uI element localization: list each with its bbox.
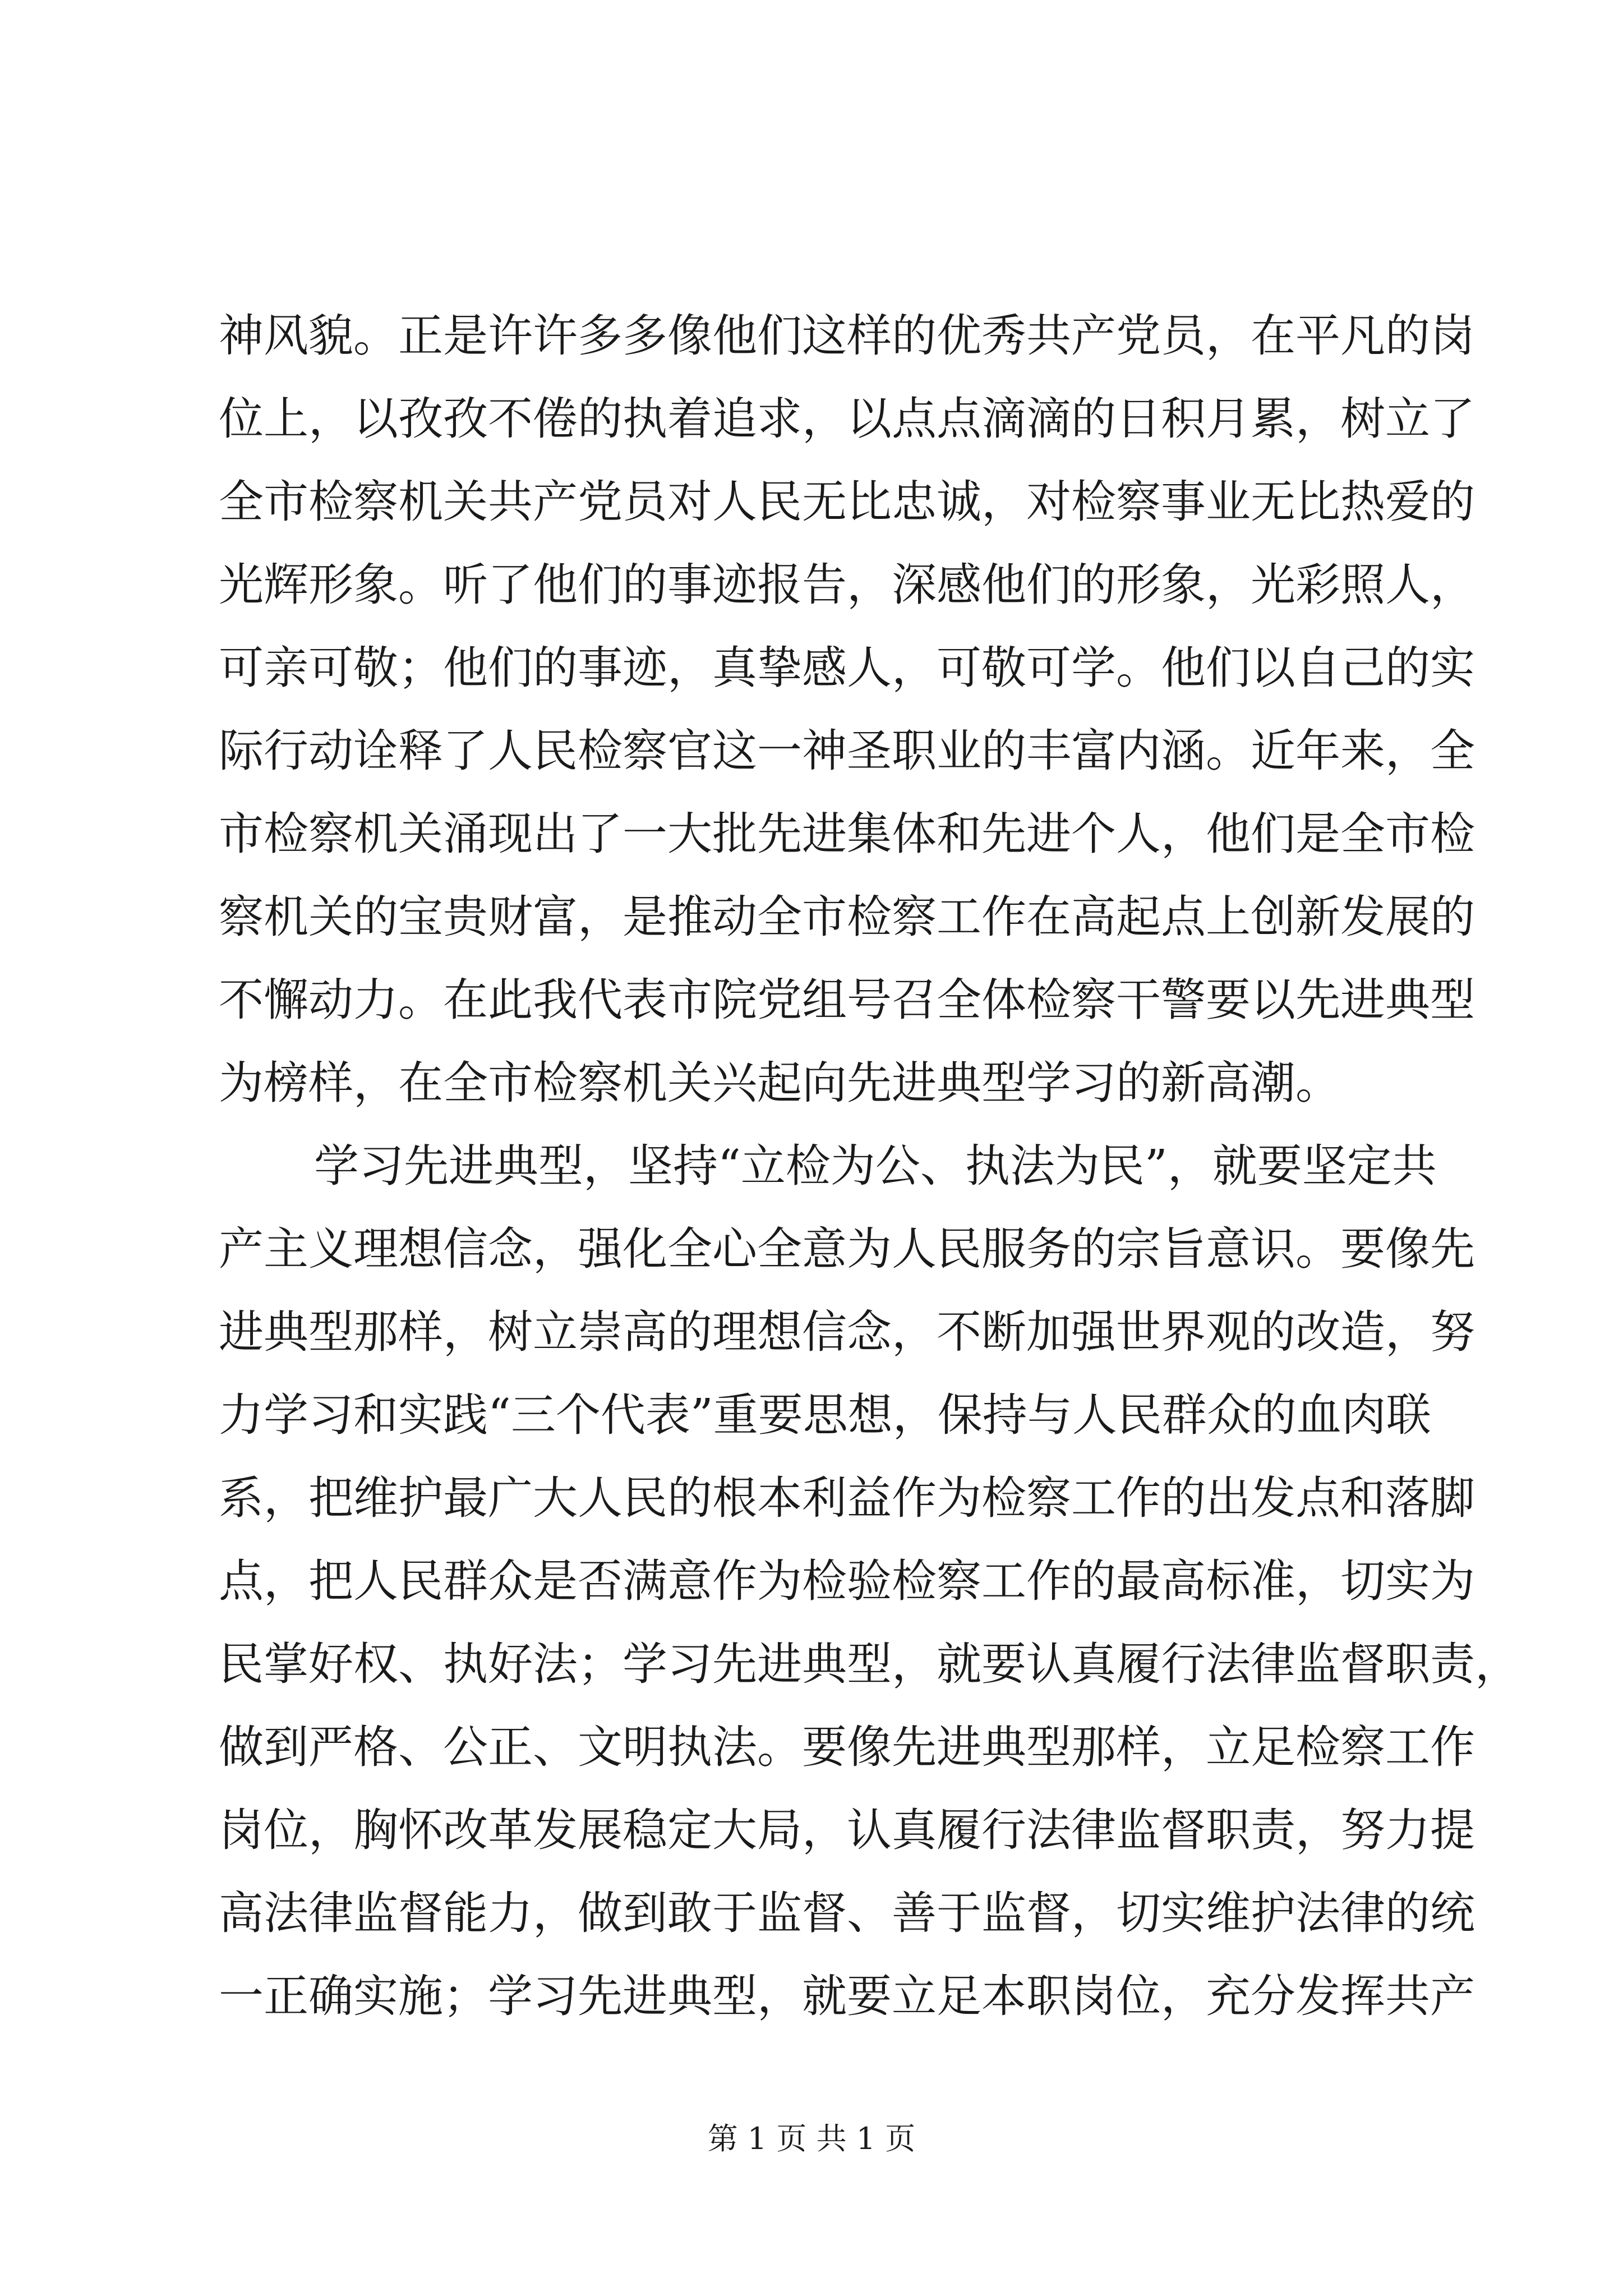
- text-line: 做到严格、公正、文明执法。要像先进典型那样，立足检察工作: [219, 1721, 1475, 1773]
- text-line: 神风貌。正是许许多多像他们这样的优秀共产党员，在平凡的岗: [219, 310, 1475, 362]
- text-line: 一正确实施；学习先进典型，就要立足本职岗位，充分发挥共产: [219, 1970, 1475, 2022]
- page-footer: [0, 2119, 1623, 2159]
- text-line: 高法律监督能力，做到敢于监督、善于监督，切实维护法律的统: [219, 1887, 1475, 1939]
- text-line: 点，把人民群众是否满意作为检验检察工作的最高标准，切实为: [219, 1555, 1475, 1607]
- text-line: 岗位，胸怀改革发展稳定大局，认真履行法律监督职责，努力提: [219, 1804, 1475, 1856]
- paragraph-1: [219, 295, 1475, 1125]
- text-line: 全市检察机关共产党员对人民无比忠诚，对检察事业无比热爱的: [219, 476, 1475, 528]
- text-line: 光辉形象。听了他们的事迹报告，深感他们的形象，光彩照人，: [219, 559, 1475, 611]
- text-line: 学习先进典型，坚持“立检为公、执法为民”，就要坚定共: [314, 1140, 1437, 1192]
- text-line: 不懈动力。在此我代表市院党组号召全体检察干警要以先进典型: [219, 974, 1475, 1026]
- text-line: 进典型那样，树立崇高的理想信念，不断加强世界观的改造，努: [219, 1306, 1475, 1358]
- text-line: 察机关的宝贵财富，是推动全市检察工作在高起点上创新发展的: [219, 891, 1475, 943]
- text-line: 民掌好权、执好法；学习先进典型，就要认真履行法律监督职责，: [219, 1638, 1520, 1690]
- text-line: 为榜样，在全市检察机关兴起向先进典型学习的新高潮。: [219, 1057, 1340, 1109]
- document-body: [219, 295, 1520, 2038]
- text-line: 系，把维护最广大人民的根本利益作为检察工作的出发点和落脚: [219, 1472, 1475, 1524]
- text-line: 际行动诠释了人民检察官这一神圣职业的丰富内涵。近年来，全: [219, 725, 1475, 777]
- paragraph-2: [219, 1125, 1520, 2038]
- text-line: 位上，以孜孜不倦的执着追求，以点点滴滴的日积月累，树立了: [219, 393, 1475, 445]
- page-number-label: 第 1 页 共 1 页: [707, 2121, 916, 2156]
- text-line: 产主义理想信念，强化全心全意为人民服务的宗旨意识。要像先: [219, 1223, 1475, 1275]
- text-line: 市检察机关涌现出了一大批先进集体和先进个人，他们是全市检: [219, 808, 1475, 860]
- text-line: 可亲可敬；他们的事迹，真挚感人，可敬可学。他们以自己的实: [219, 642, 1475, 694]
- text-line: 力学习和实践“三个代表”重要思想，保持与人民群众的血肉联: [219, 1389, 1431, 1441]
